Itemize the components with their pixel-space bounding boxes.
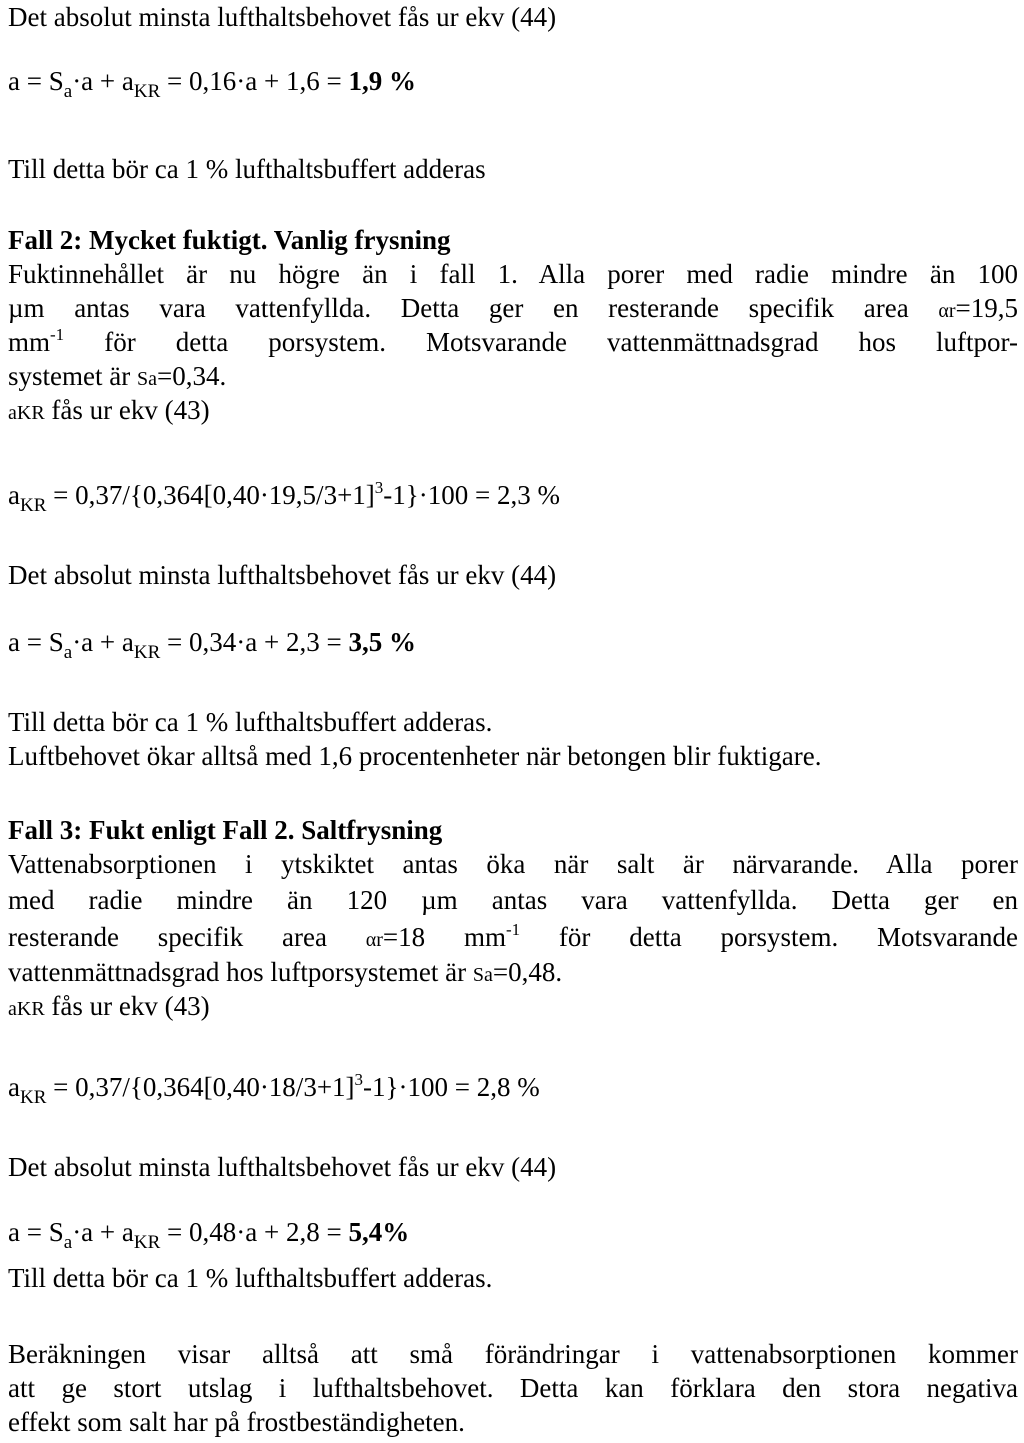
min-air-intro-case2: Det absolut minsta lufthaltsbehovet fås ur ekv (44)	[8, 560, 557, 590]
equation-44-case1: $a = S_a\cdot a + a_{KR} = 0,16\cdot a + 1,6 = 1,9$ %	[8, 66, 416, 102]
summary-line1: Beräkningen visar alltså att små förändringar i vattenabsorptionen kommer	[8, 1339, 1018, 1369]
fall2-paragraph-line1: Fuktinnehållet är nu högre än i fall 1. Alla porer med radie mindre än 100	[8, 259, 1018, 289]
result-case1: 1,9 %	[348, 66, 416, 96]
fall2-heading: Fall 2: Mycket fuktigt. Vanlig frysning	[8, 225, 451, 255]
fall3-paragraph-line4: vattenmättnadsgrad hos luftporsystemet är Sa=0,48.	[8, 957, 563, 987]
fall3-paragraph-line2: med radie mindre än 120 µm antas vara vattenfyllda. Detta ger en	[8, 885, 1018, 915]
min-air-intro: Det absolut minsta lufthaltsbehovet fås ur ekv (44)	[8, 2, 557, 32]
summary-line2: att ge stort utslag i lufthaltsbehovet. Detta kan förklara den stora negativa	[8, 1373, 1018, 1403]
fall2-paragraph-line3: $mm^{-1}$ för detta porsystem. Motsvarande vattenmättnadsgrad hos luftpor-	[8, 325, 1018, 357]
fall3-paragraph-line3: resterande specifik area αr=18 $mm^{-1}$ för detta porsystem. Motsvarande	[8, 920, 1019, 952]
summary-line3: effekt som salt har på frostbeständigheten.	[8, 1407, 465, 1437]
result-case3: 5,4%	[348, 1217, 410, 1247]
fall3-paragraph-line1: Vattenabsorptionen i ytskiktet antas öka när salt är närvarande. Alla porer	[8, 849, 1018, 879]
buffer-note-1: Till detta bör ca 1 % lufthaltsbuffert adderas	[8, 154, 486, 184]
fall2-paragraph-line2: µm antas vara vattenfyllda. Detta ger en resterande specifik area αr=19,5	[8, 293, 1018, 323]
result-case2: 3,5 %	[348, 627, 416, 657]
equation-44-case2: $a = S_a\cdot a + a_{KR} = 0,34\cdot a + 2,3 = 3,5$ %	[8, 627, 416, 663]
equation-44-case3: $a = S_a\cdot a + a_{KR} = 0,48\cdot a + 2,8 = 5,4\%$	[8, 1217, 410, 1253]
fall2-conclusion: Luftbehovet ökar alltså med 1,6 procentenheter när betongen blir fuktigare.	[8, 741, 822, 771]
fall2-akr-intro: aKR fås ur ekv (43)	[8, 395, 210, 425]
fall3-akr-intro: aKR fås ur ekv (43)	[8, 991, 210, 1021]
fall2-paragraph-line4: systemet är Sa=0,34.	[8, 361, 227, 391]
equation-43-case3: $a_{KR} = 0,37/\{0,364[0,40\cdot 18/3+1]^3-1\}\cdot 100 = 2,8$ %	[8, 1070, 540, 1108]
equation-43-case2: $a_{KR} = 0,37/\{0,364[0,40\cdot 19,5/3+1]^3-1\}\cdot 100 = 2,3$ %	[8, 478, 560, 516]
buffer-note-3: Till detta bör ca 1 % lufthaltsbuffert adderas.	[8, 1263, 493, 1293]
min-air-intro-case3: Det absolut minsta lufthaltsbehovet fås ur ekv (44)	[8, 1152, 557, 1182]
buffer-note-2: Till detta bör ca 1 % lufthaltsbuffert adderas.	[8, 707, 493, 737]
fall3-heading: Fall 3: Fukt enligt Fall 2. Saltfrysning	[8, 815, 443, 845]
